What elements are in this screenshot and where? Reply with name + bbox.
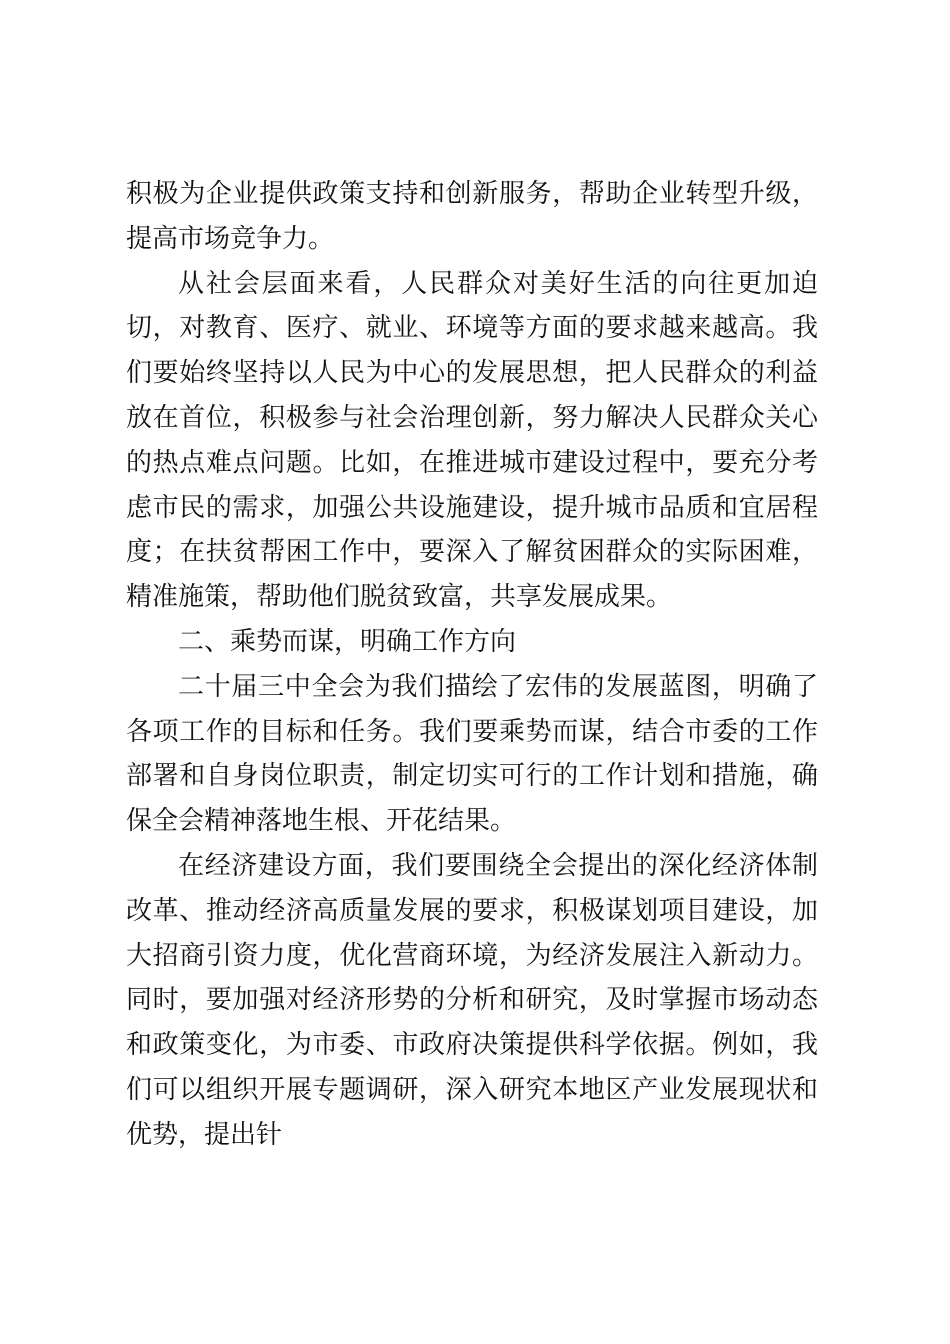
section-heading-2: 二、乘势而谋，明确工作方向	[178, 626, 517, 657]
paragraph-social-level: 从社会层面来看，人民群众对美好生活的向往更加迫切，对教育、医疗、就业、环境等方面的要求越来越高。我们要始终坚持以人民为中心的发展思想，把人民群众的利益放在首位，积极参与社会治理创新，努力解决人民群众关心的热点难点问题。比如，在推进城市建设过程中，要充分考虑市民的需求，加强公共设施建设，提升城市品质和宜居程度；在扶贫帮困工作中，要深入了解贫困群众的实际困难，精准施策，帮助他们脱贫致富，共享发展成果。	[126, 268, 818, 613]
paragraph-blueprint: 二十届三中全会为我们描绘了宏伟的发展蓝图，明确了各项工作的目标和任务。我们要乘势而谋，结合市委的工作部署和自身岗位职责，制定切实可行的工作计划和措施，确保全会精神落地生根、开花结果。	[126, 671, 818, 837]
paragraph-continued: 积极为企业提供政策支持和创新服务，帮助企业转型升级，提高市场竞争力。	[126, 179, 818, 254]
document-page	[126, 172, 818, 1158]
paragraph-economic-construction: 在经济建设方面，我们要围绕全会提出的深化经济体制改革、推动经济高质量发展的要求，积极谋划项目建设，加大招商引资力度，优化营商环境，为经济发展注入新动力。同时，要加强对经济形势的分析和研究，及时掌握市场动态和政策变化，为市委、市政府决策提供科学依据。例如，我们可以组织开展专题调研，深入研究本地区产业发展现状和优势，提出针	[126, 850, 818, 1150]
